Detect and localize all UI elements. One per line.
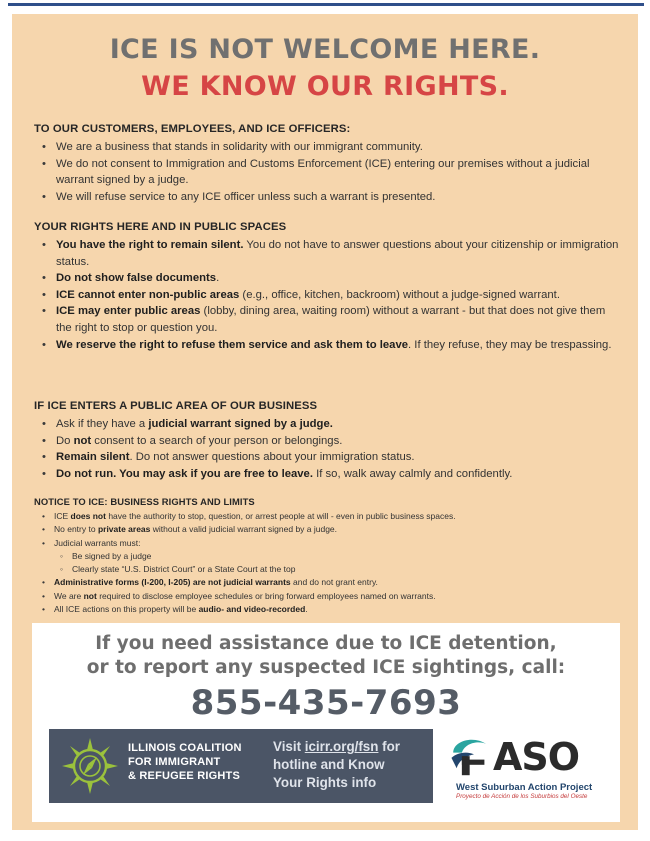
headline-line-1: ICE IS NOT WELCOME HERE. [109, 34, 541, 65]
item-emphasis: You have the right to remain silent. [56, 239, 244, 251]
assistance-line-2: or to report any suspected ICE sightings, call: [86, 657, 566, 678]
item-emphasis: Remain silent [56, 451, 130, 464]
item-text: You do not have to answer questions about your citizenship or immigration status. [56, 239, 619, 268]
icirr-name-line: ILLINOIS COALITION [128, 742, 242, 754]
waso-wordmark: ASO [493, 735, 580, 779]
item-text: . If they refuse, they may be trespassing. [408, 338, 612, 351]
list-item: • We are a business that stands in solidarity with our immigrant community. [34, 139, 624, 156]
item-text: consent to a search of your person or belongings. [91, 434, 343, 447]
item-text: ICE [54, 511, 71, 521]
item-emphasis: not [83, 590, 97, 601]
item-emphasis: Do not show false documents [56, 272, 217, 285]
list-item [34, 590, 624, 603]
public-area-list [34, 416, 624, 482]
item-text: If so, walk away calmly and confidently. [312, 467, 513, 480]
section-rights [34, 220, 624, 353]
rights-list [34, 237, 624, 353]
item-text: have the authority to stop, question, or arrest people at will - even in public business spaces. [105, 511, 456, 521]
list-item [34, 270, 624, 287]
section-public-area [34, 399, 624, 482]
icirr-banner [49, 729, 433, 803]
item-text: Clearly state “U.S. District Court” or a State Court at the top [72, 564, 296, 575]
item-text: (e.g., office, kitchen, backroom) without a judge-signed warrant. [239, 288, 560, 301]
icirr-name [128, 741, 258, 783]
visit-text: for [378, 739, 401, 754]
item-text: and do not grant entry. [290, 577, 378, 588]
customers-list [34, 139, 624, 205]
list-item [34, 537, 624, 550]
list-item [34, 449, 624, 466]
item-text: All ICE actions on this property will be [54, 604, 199, 615]
item-text: We are [54, 590, 84, 601]
item-text: . [216, 272, 220, 285]
notice-list [34, 510, 624, 616]
item-text: without a valid judicial warrant signed by a judge. [150, 524, 338, 535]
item-text: Judicial warrants must: [54, 537, 141, 548]
waso-name: West Suburban Action Project [456, 782, 593, 793]
list-item [34, 510, 624, 523]
visit-info [273, 738, 428, 792]
list-item [34, 466, 624, 483]
list-item [34, 433, 624, 450]
item-text: . Do not answer questions about your immigration status. [129, 451, 415, 464]
item-text: No entry to [54, 524, 98, 535]
item-emphasis: private areas [97, 524, 151, 535]
item-emphasis: audio- and video-recorded [198, 604, 306, 615]
item-text: Do [56, 434, 74, 447]
item-emphasis: not [73, 434, 92, 447]
item-emphasis: ICE may enter public areas [56, 305, 201, 318]
headline-line-2: WE KNOW OUR RIGHTS. [141, 71, 509, 102]
list-item [34, 337, 624, 354]
list-item [34, 237, 624, 270]
item-text: Ask if they have a [56, 418, 149, 430]
waso-logo [442, 733, 612, 807]
item-text: Be signed by a judge [72, 550, 152, 561]
item-text: required to disclose employee schedules or bring forward employees named on warrants. [96, 590, 436, 601]
visit-line-2: hotline and Know [273, 757, 385, 772]
top-rule [8, 3, 644, 6]
sub-list-item [34, 550, 624, 563]
assistance-panel [32, 623, 620, 822]
section-customers [34, 122, 624, 205]
section-title: NOTICE TO ICE: BUSINESS RIGHTS AND LIMITS [34, 496, 255, 507]
item-emphasis: We reserve the right to refuse them service and ask them to leave [56, 338, 409, 351]
assistance-line-1: If you need assistance due to ICE detention, [95, 633, 557, 654]
visit-text: Visit [273, 739, 305, 754]
visit-line-1 [273, 738, 428, 756]
item-emphasis: ICE cannot enter non-public areas [56, 288, 240, 301]
compass-icon [61, 737, 119, 795]
list-item [34, 303, 624, 336]
item-text: . [305, 604, 308, 615]
item-text: (lobby, dining area, waiting room) without a warrant - but that does not give them the right to stop or question you. [56, 305, 606, 334]
section-title: TO OUR CUSTOMERS, EMPLOYEES, AND ICE OFFICERS: [34, 123, 351, 135]
list-item: • We do not consent to Immigration and Customs Enforcement (ICE) entering our premises without a judicial warrant signed by a judge. [34, 156, 624, 189]
item-emphasis: Do not run. You may ask if you are free to leave. [56, 467, 313, 480]
item-emphasis: judicial warrant signed by a judge. [148, 418, 333, 430]
list-item [34, 416, 624, 433]
sub-list-item [34, 563, 624, 576]
list-item [34, 576, 624, 589]
list-item [34, 287, 624, 304]
hotline-phone-number[interactable]: 855-435-7693 [190, 683, 462, 723]
item-emphasis: Administrative forms (I-200, I-205) are not judicial warrants [54, 577, 291, 588]
visit-line-3: Your Rights info [273, 775, 377, 790]
icirr-link[interactable]: icirr.org/fsn [304, 739, 379, 754]
section-title: IF ICE ENTERS A PUBLIC AREA OF OUR BUSINESS [34, 400, 318, 412]
list-item: • We will refuse service to any ICE officer unless such a warrant is presented. [34, 189, 624, 206]
flyer [12, 14, 638, 830]
list-item [34, 603, 624, 616]
section-notice [34, 496, 624, 616]
icirr-name-line: FOR IMMIGRANT [128, 756, 221, 768]
waso-tagline: Proyecto de Acción de los Suburbios del Oeste [456, 793, 588, 800]
section-title: YOUR RIGHTS HERE AND IN PUBLIC SPACES [34, 221, 287, 233]
list-item [34, 523, 624, 536]
item-emphasis: does not [70, 511, 106, 521]
icirr-name-line: & REFUGEE RIGHTS [128, 770, 240, 782]
